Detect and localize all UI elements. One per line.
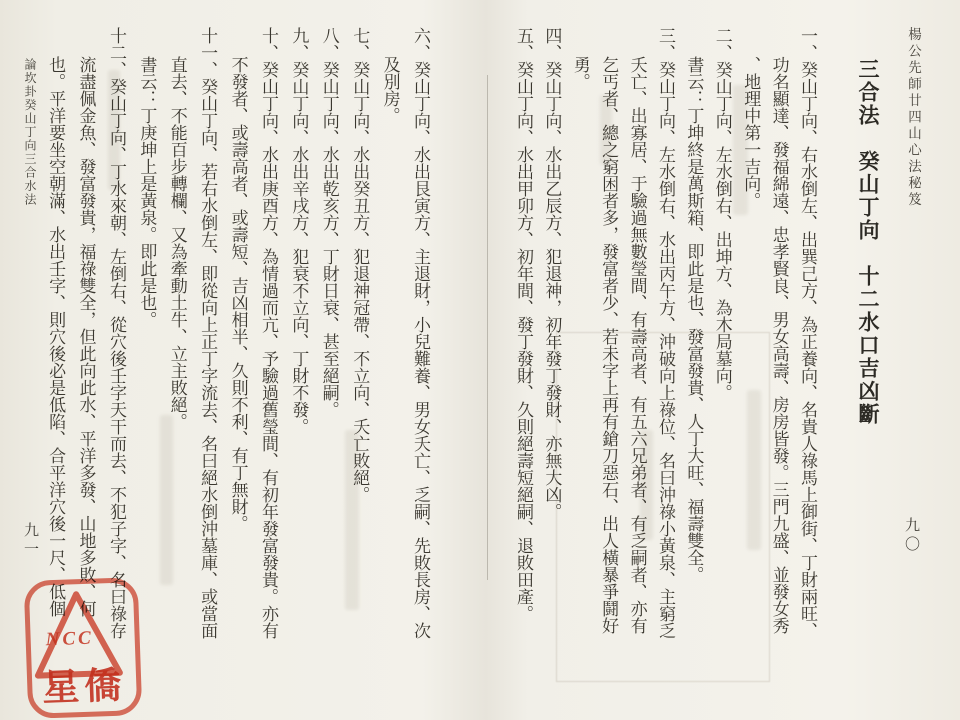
stamp-ncc-text: NCC [45, 627, 95, 651]
text-column: 四、癸山丁向、水出乙辰方、犯退神，初年發丁發財、亦無大凶。 [542, 27, 562, 520]
right-page-text [508, 27, 821, 687]
text-column: 十、癸山丁向、水出庚酉方、為情過而亢、予驗過舊瑩間、有初年發富發貴。亦有 [258, 27, 278, 639]
text-column: 八、癸山丁向、水出乾亥方、丁財日衰、甚至絕嗣。 [319, 27, 339, 418]
text-column: 也。平洋要坐空朝滿、水出壬字、則穴後必是低陷、合平洋穴後一尺、低個 [46, 56, 66, 617]
text-column: 及別房。 [380, 56, 400, 124]
text-column: 六、癸山丁向、水出艮寅方、主退財，小兒難養、男女夭亡、乏嗣、先敗長房、次 [411, 27, 430, 639]
text-column: 五、癸山丁向、水出甲卯方、初年間、發丁發財、久則絕壽短絕嗣、退敗田產。 [513, 27, 533, 622]
text-column: 、地理中第一吉向。 [741, 56, 761, 209]
text-column: 不發者、或壽高者、或壽短、吉凶相半、久則不利、有丁無財。 [228, 56, 248, 532]
text-column: 三、癸山丁向、左水倒右、水出丙午方、沖破向上祿位、名曰沖祿小黃泉、主窮乏 [655, 27, 675, 639]
text-column: 一、癸山丁向、右水倒左、出巽己方、為正養向、名貴人祿馬上御街、丁財兩旺、 [798, 27, 817, 639]
text-column: 七、癸山丁向、水出癸丑方、犯退神冠帶、不立向、夭亡敗絕。 [350, 27, 370, 503]
running-head: 楊公先師廿四山心法秘笈 [906, 27, 921, 209]
page-gutter [487, 75, 488, 580]
text-column: 十一、癸山丁向、若右水倒左、即從向上正丁字流去、名曰絕水倒沖墓庫、或當面 [198, 27, 218, 639]
text-column: 書云：丁坤終是萬斯箱、即此是也、發富發貴、人丁大旺、福壽雙全。 [684, 56, 704, 583]
right-page-number: 九〇 [903, 517, 919, 555]
left-margin-note: 論坎卦癸山丁向三合水法 [23, 58, 37, 207]
section-title: 三合法 癸山丁向 十二水口吉凶斷 [856, 58, 880, 426]
text-column: 功名顯達、發福綿遠、忠孝賢良、男女高壽、房房皆發。三門九盛、並發女秀 [769, 56, 789, 634]
text-column: 二、癸山丁向、左水倒右、出坤方、為木局墓向。 [712, 27, 732, 401]
text-column: 十二、癸山丁向、丁水來朝、左倒右、從穴後壬字天干而去、不犯子字、名曰祿存 [106, 27, 126, 639]
text-column: 直去、不能百步轉欄、又為牽動土牛、立主敗絕。 [167, 56, 187, 430]
text-column: 書云：丁庚坤上是黃泉。即此是也。 [137, 56, 157, 328]
text-column: 勇。 [570, 56, 590, 90]
text-column: 乞丐者、總之窮困者多，發富者少、若未字上再有鎗刀惡石、出人橫暴爭鬪好 [599, 56, 619, 634]
text-column: 九、癸山丁向、水出辛戌方、犯衰不立向、丁財不發。 [289, 27, 309, 435]
stamp-cjk-text: 星僑 [41, 665, 128, 710]
text-column: 流盡佩金魚、發富發貴，福祿雙全，但此向此水、平洋多發、山地多敗、何 [76, 56, 96, 617]
text-column: 夭亡、出寡居、于驗過無數瑩間、有壽高者、有五六兄弟者、有乏嗣者、亦有 [627, 56, 647, 634]
left-page-number: 九一 [22, 522, 38, 560]
publisher-stamp [24, 577, 143, 719]
